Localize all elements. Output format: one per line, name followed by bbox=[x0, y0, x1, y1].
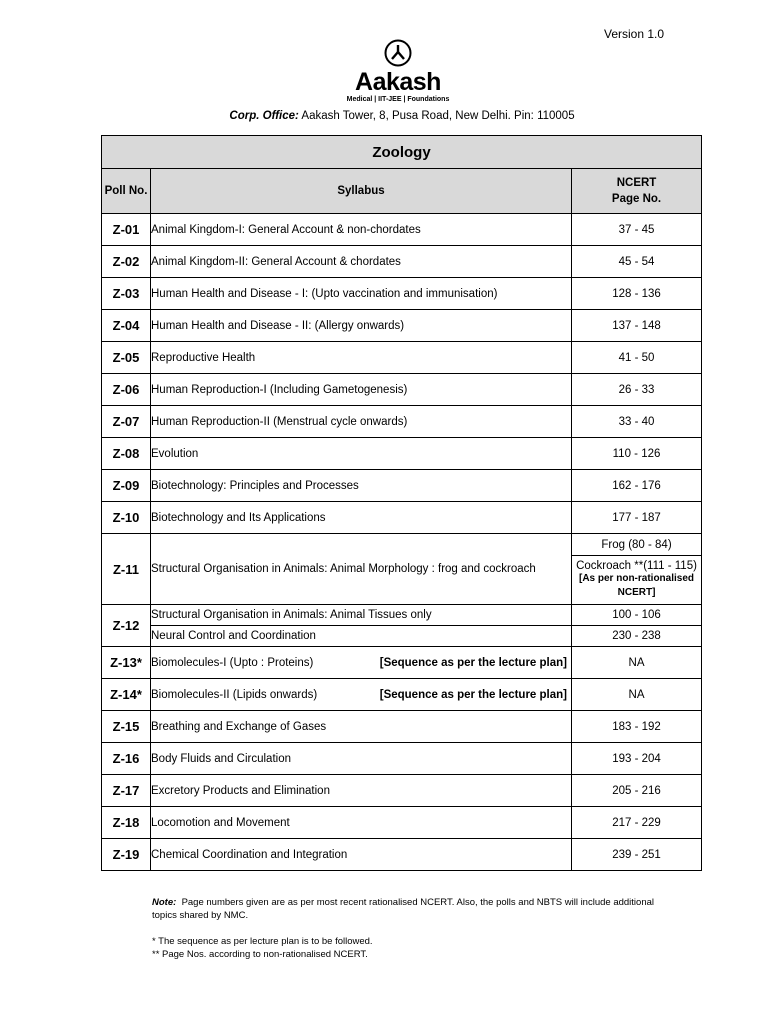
syllabus-topic: Human Reproduction-II (Menstrual cycle onwards) bbox=[151, 406, 572, 438]
table-row bbox=[102, 246, 702, 278]
poll-number: Z-13* bbox=[102, 647, 151, 679]
syllabus-topic: Body Fluids and Circulation bbox=[151, 743, 572, 775]
poll-number: Z-17 bbox=[102, 775, 151, 807]
non-rationalised-note bbox=[572, 572, 701, 600]
aakash-emblem-icon bbox=[383, 38, 413, 68]
syllabus-topic: Biotechnology: Principles and Processes bbox=[151, 470, 572, 502]
syllabus-topic: Human Reproduction-I (Including Gametogenesis) bbox=[151, 374, 572, 406]
syllabus-topic: Evolution bbox=[151, 438, 572, 470]
syllabus-topic: Neural Control and Coordination bbox=[151, 626, 572, 647]
note-text: Page numbers given are as per most recent rationalised NCERT. Also, the polls and NBTS will include additional topics shared by NMC. bbox=[152, 897, 654, 921]
poll-number: Z-18 bbox=[102, 807, 151, 839]
table-row bbox=[102, 310, 702, 342]
table-row bbox=[102, 470, 702, 502]
table-row bbox=[102, 647, 702, 679]
table-row bbox=[102, 839, 702, 871]
syllabus-topic bbox=[151, 679, 572, 711]
syllabus-topic: Human Health and Disease - II: (Allergy onwards) bbox=[151, 310, 572, 342]
syllabus-topic: Human Health and Disease - I: (Upto vaccination and immunisation) bbox=[151, 278, 572, 310]
page-range: 45 - 54 bbox=[572, 246, 702, 278]
page-range: Frog (80 - 84) bbox=[572, 534, 702, 556]
page-range: 205 - 216 bbox=[572, 775, 702, 807]
col-header-pages-line1: NCERT bbox=[616, 177, 657, 189]
corp-office-label: Corp. Office: bbox=[229, 110, 299, 122]
col-header-pages-line2: Page No. bbox=[611, 193, 662, 205]
page-range: 100 - 106 bbox=[572, 605, 702, 626]
non-rationalised-note-line2: NCERT] bbox=[617, 587, 656, 598]
footnote-single-star: * The sequence as per lecture plan is to be followed. bbox=[152, 936, 373, 947]
page-range: 239 - 251 bbox=[572, 839, 702, 871]
footnotes bbox=[152, 896, 672, 961]
poll-number: Z-06 bbox=[102, 374, 151, 406]
sequence-note: [Sequence as per the lecture plan] bbox=[379, 656, 567, 669]
table-row bbox=[102, 711, 702, 743]
poll-number: Z-05 bbox=[102, 342, 151, 374]
syllabus-topic: Structural Organisation in Animals: Animal Tissues only bbox=[151, 605, 572, 626]
page-range-cockroach-text: Cockroach **(111 - 115) bbox=[576, 560, 697, 572]
poll-number: Z-08 bbox=[102, 438, 151, 470]
poll-number: Z-07 bbox=[102, 406, 151, 438]
page-range: 110 - 126 bbox=[572, 438, 702, 470]
table-header-row bbox=[102, 169, 702, 214]
table-row bbox=[102, 534, 702, 556]
poll-number: Z-16 bbox=[102, 743, 151, 775]
syllabus-table bbox=[101, 135, 702, 871]
poll-number: Z-09 bbox=[102, 470, 151, 502]
syllabus-topic: Reproductive Health bbox=[151, 342, 572, 374]
non-rationalised-note-line1: [As per non-rationalised bbox=[579, 573, 695, 584]
corp-office-line bbox=[0, 110, 768, 122]
page-range: 128 - 136 bbox=[572, 278, 702, 310]
table-title: Zoology bbox=[102, 136, 702, 169]
syllabus-topic: Biotechnology and Its Applications bbox=[151, 502, 572, 534]
page-range: 217 - 229 bbox=[572, 807, 702, 839]
syllabus-topic: Structural Organisation in Animals: Animal Morphology : frog and cockroach bbox=[151, 534, 572, 605]
table-row bbox=[102, 342, 702, 374]
sequence-note: [Sequence as per the lecture plan] bbox=[379, 688, 567, 701]
note-paragraph bbox=[152, 896, 672, 922]
page-range: 162 - 176 bbox=[572, 470, 702, 502]
table-row bbox=[102, 406, 702, 438]
table-row bbox=[102, 679, 702, 711]
page-range-cockroach bbox=[572, 556, 702, 605]
footnote-double-star: ** Page Nos. according to non-rationalised NCERT. bbox=[152, 949, 368, 960]
brand-tagline: Medical | IIT-JEE | Foundations bbox=[346, 96, 450, 103]
table-row bbox=[102, 807, 702, 839]
col-header-pages bbox=[572, 169, 702, 214]
corp-office-address: Aakash Tower, 8, Pusa Road, New Delhi. Pin: 110005 bbox=[301, 110, 575, 122]
page-range: 33 - 40 bbox=[572, 406, 702, 438]
version-label: Version 1.0 bbox=[604, 27, 665, 41]
brand-name: Aakash bbox=[355, 68, 441, 96]
aakash-logo bbox=[346, 38, 450, 104]
page-range: 193 - 204 bbox=[572, 743, 702, 775]
syllabus-topic: Animal Kingdom-II: General Account & chordates bbox=[151, 246, 572, 278]
syllabus-topic: Excretory Products and Elimination bbox=[151, 775, 572, 807]
col-header-syllabus: Syllabus bbox=[151, 169, 572, 214]
page-range: 177 - 187 bbox=[572, 502, 702, 534]
syllabus-topic-text: Biomolecules-II (Lipids onwards) bbox=[151, 688, 318, 701]
page-range: 230 - 238 bbox=[572, 626, 702, 647]
syllabus-topic: Breathing and Exchange of Gases bbox=[151, 711, 572, 743]
page-range: 37 - 45 bbox=[572, 214, 702, 246]
table-row bbox=[102, 214, 702, 246]
poll-number: Z-19 bbox=[102, 839, 151, 871]
syllabus-topic-text: Biomolecules-I (Upto : Proteins) bbox=[151, 656, 314, 669]
syllabus-topic bbox=[151, 647, 572, 679]
poll-number: Z-12 bbox=[102, 605, 151, 647]
page-range: 26 - 33 bbox=[572, 374, 702, 406]
table-row bbox=[102, 605, 702, 626]
table-title-row bbox=[102, 136, 702, 169]
poll-number: Z-15 bbox=[102, 711, 151, 743]
table-row bbox=[102, 438, 702, 470]
poll-number: Z-03 bbox=[102, 278, 151, 310]
poll-number: Z-02 bbox=[102, 246, 151, 278]
page-range: 137 - 148 bbox=[572, 310, 702, 342]
table-row bbox=[102, 502, 702, 534]
table-row bbox=[102, 278, 702, 310]
page-range: 41 - 50 bbox=[572, 342, 702, 374]
poll-number: Z-14* bbox=[102, 679, 151, 711]
page-range: NA bbox=[572, 647, 702, 679]
col-header-poll: Poll No. bbox=[102, 169, 151, 214]
syllabus-topic: Chemical Coordination and Integration bbox=[151, 839, 572, 871]
table-row bbox=[102, 775, 702, 807]
table-row bbox=[102, 626, 702, 647]
poll-number: Z-11 bbox=[102, 534, 151, 605]
poll-number: Z-04 bbox=[102, 310, 151, 342]
page-range: 183 - 192 bbox=[572, 711, 702, 743]
poll-number: Z-01 bbox=[102, 214, 151, 246]
syllabus-topic: Animal Kingdom-I: General Account & non-chordates bbox=[151, 214, 572, 246]
note-label: Note: bbox=[152, 897, 177, 908]
table-row bbox=[102, 374, 702, 406]
table-row bbox=[102, 743, 702, 775]
syllabus-topic: Locomotion and Movement bbox=[151, 807, 572, 839]
page-range: NA bbox=[572, 679, 702, 711]
poll-number: Z-10 bbox=[102, 502, 151, 534]
